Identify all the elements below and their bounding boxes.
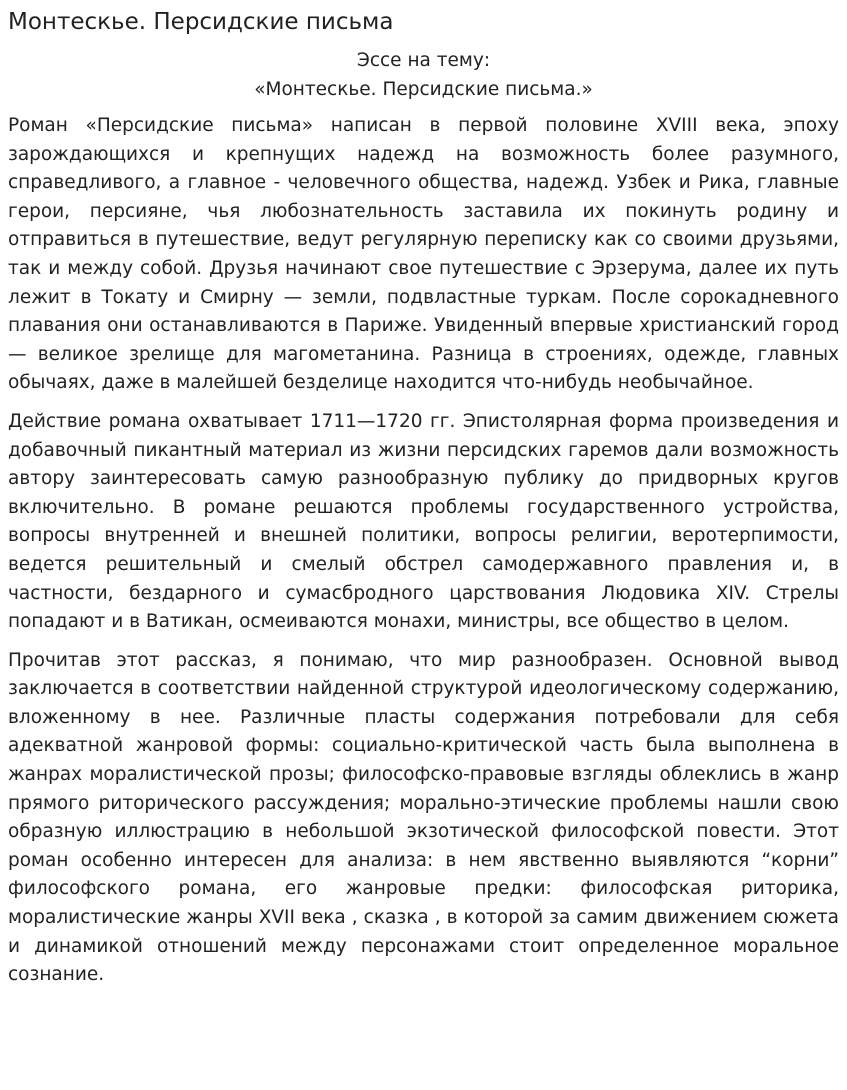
paragraph-2: Действие романа охватывает 1711—1720 гг. Эпистолярная форма произведения и добавочный пикантный материал из жизни персидских гаремов дали возможность автору заинтересовать самую разнообразную публику до придворных кругов включительно. В романе решаются проблемы государственного устройства, вопросы внутренней и внешней политики, вопросы религии, веротерпимости, ведется решительный и смелый обстрел самодержавного правления и, в частности, бездарного и сумасбродного царствования Людовика XIV. Стрелы попадают и в Ватикан, осмеиваются монахи, министры, все общество в целом. xyxy=(8,410,839,633)
essay-subtitle-line2: «Монтескье. Персидские письма.» xyxy=(254,79,593,100)
essay-page xyxy=(8,0,839,990)
essay-subtitle-line1: Эссе на тему: xyxy=(356,50,491,71)
page-title: Монтескье. Персидские письма xyxy=(8,9,394,35)
paragraph-3: Прочитав этот рассказ, я понимаю, что мир разнообразен. Основной вывод заключается в соответствии найденной структурой идеологическому содержанию, вложенному в нее. Различные пласты содержания потребовали для себя адекватной жанровой формы: социально-критической часть была выполнена в жанрах моралистической прозы; философско-правовые взгляды облеклись в жанр прямого риторического рассуждения; морально-этические проблемы нашли свою образную иллюстрацию в небольшой экзотической философской повести. Этот роман особенно интересен для анализа: в нем явственно выявляются “корни” философского романа, его жанровые предки: философская риторика, моралистические жанры XVII века , сказка , в которой за самим движением сюжета и динамикой отношений между персонажами стоит определенное моральное сознание. xyxy=(8,649,839,986)
paragraph-1: Роман «Персидские письма» написан в первой половине XVIII века, эпоху зарождающихся и крепнущих надежд на возможность более разумного, справедливого, а главное - человечного общества, надежд. Узбек и Рика, главные герои, персияне, чья любознательность заставила их покинуть родину и отправиться в путешествие, ведут регулярную переписку как со своими друзьями, так и между собой. Друзья начинают свое путешествие с Эрзерума, далее их путь лежит в Токату и Смирну — земли, подвластные туркам. После сорокадневного плавания они останавливаются в Париже. Увиденный впервые христианский город — великое зрелище для магометанина. Разница в строениях, одежде, главных обычаях, даже в малейшей безделице находится что-нибудь необычайное. xyxy=(8,115,839,394)
